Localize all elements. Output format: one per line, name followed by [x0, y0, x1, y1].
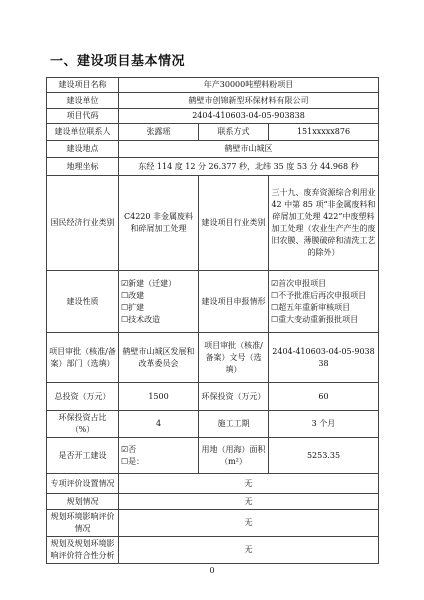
- label-location: 建设地点: [47, 141, 119, 158]
- label-special: 专项评价设置情况: [47, 474, 119, 494]
- value-planning: 无: [119, 494, 379, 510]
- row-nature: [47, 271, 379, 333]
- row-approval: [47, 333, 379, 383]
- value-special: 无: [119, 474, 379, 494]
- row-industry: [47, 176, 379, 271]
- value-period: 3 个月: [269, 411, 379, 438]
- row-project-name: [47, 78, 379, 93]
- label-env-investment: 环保投资（万元）: [199, 383, 269, 411]
- row-builder: [47, 93, 379, 109]
- label-coords: 地理坐标: [47, 158, 119, 176]
- row-ratio: [47, 411, 379, 438]
- value-contact: 张露瑶: [119, 124, 199, 141]
- checkbox-expand[interactable]: ☐扩建: [121, 302, 145, 312]
- label-phone: 联系方式: [199, 124, 269, 141]
- nature-options: [119, 271, 199, 333]
- row-coords: [47, 158, 379, 176]
- label-period: 施工工期: [199, 411, 269, 438]
- label-nature: 建设性质: [47, 271, 119, 333]
- checkbox-tech-upgrade[interactable]: ☐技术改造: [121, 314, 161, 324]
- label-approval: 项目审批（核准/备案）部门（选填）: [47, 333, 119, 383]
- row-special: [47, 474, 379, 494]
- label-approval-doc: 项目审批（核准/备案）文号（选填）: [199, 333, 269, 383]
- checkbox-first-declare[interactable]: ☑首次申报项目: [271, 278, 327, 288]
- label-project-code: 项目代码: [47, 109, 119, 124]
- row-started: [47, 438, 379, 474]
- value-approval-doc: 2404-410603-04-05-903838: [269, 333, 379, 383]
- row-location: [47, 141, 379, 158]
- label-project-name: 建设项目名称: [47, 78, 119, 93]
- label-builder: 建设单位: [47, 93, 119, 109]
- label-env-industry: 建设项目行业类别: [199, 176, 269, 271]
- label-planning: 规划情况: [47, 494, 119, 510]
- section-title: 一、建设项目基本情况: [50, 54, 186, 69]
- row-contact: [47, 124, 379, 141]
- checkbox-rebuild[interactable]: ☐改建: [121, 290, 145, 300]
- value-coords: 东经 114 度 12 分 26.377 秒，北纬 35 度 53 分 44.968 秒: [119, 158, 379, 176]
- checkbox-new-build[interactable]: ☑新建（迁建）: [121, 278, 177, 288]
- value-builder: 鹤壁市创锦新型环保材料有限公司: [119, 93, 379, 109]
- value-industry: C4220 非金属废料和碎屑加工处理: [119, 176, 199, 271]
- project-info-table: [46, 77, 379, 564]
- value-approval: 鹤壁市山城区发展和改革委员会: [119, 333, 199, 383]
- checkbox-five-year-review[interactable]: ☐超五年重新审核项目: [271, 302, 351, 312]
- value-project-code: 2404-410603-04-05-903838: [119, 109, 379, 124]
- label-conformity: 规划及规划环境影响评价符合性分析: [47, 537, 119, 564]
- value-location: 鹤壁市山城区: [119, 141, 379, 158]
- row-planning: [47, 494, 379, 510]
- page-number: 0: [209, 566, 215, 575]
- checkbox-started[interactable]: ☐是：: [121, 456, 145, 466]
- row-investment: [47, 383, 379, 411]
- label-area: 用地（用海）面积（m²）: [199, 438, 269, 474]
- label-contact: 建设单位联系人: [47, 124, 119, 141]
- row-planning-eia: [47, 510, 379, 537]
- label-investment: 总投资（万元）: [47, 383, 119, 411]
- label-industry: 国民经济行业类别: [47, 176, 119, 271]
- value-ratio: 4: [119, 411, 199, 438]
- row-conformity: [47, 537, 379, 564]
- value-investment: 1500: [119, 383, 199, 411]
- value-conformity: 无: [119, 537, 379, 564]
- value-env-industry: 三十九、废弃资源综合利用业 42 中第 85 项“非金属废料和碎屑加工处理 422”中废塑料加工处理（农业生产产生的废旧农膜、薄膜破碎和清洗工艺的除外）: [269, 176, 379, 271]
- label-declare: 建设项目申报情形: [199, 271, 269, 333]
- checkbox-not-started[interactable]: ☑否: [121, 444, 137, 454]
- value-env-investment: 60: [269, 383, 379, 411]
- value-area: 5253.35: [269, 438, 379, 474]
- label-planning-eia: 规划环境影响评价情况: [47, 510, 119, 537]
- label-ratio: 环保投资占比（%）: [47, 411, 119, 438]
- value-project-name: 年产30000吨塑料粉项目: [119, 78, 379, 93]
- declare-options: [269, 271, 379, 333]
- checkbox-major-change[interactable]: ☐重大变动重新报批项目: [271, 314, 359, 324]
- checkbox-redeclare[interactable]: ☐不予批准后再次申报项目: [271, 290, 367, 300]
- value-phone: 151xxxxx876: [269, 124, 379, 141]
- row-project-code: [47, 109, 379, 124]
- value-planning-eia: 无: [119, 510, 379, 537]
- started-options: [119, 438, 199, 474]
- label-started: 是否开工建设: [47, 438, 119, 474]
